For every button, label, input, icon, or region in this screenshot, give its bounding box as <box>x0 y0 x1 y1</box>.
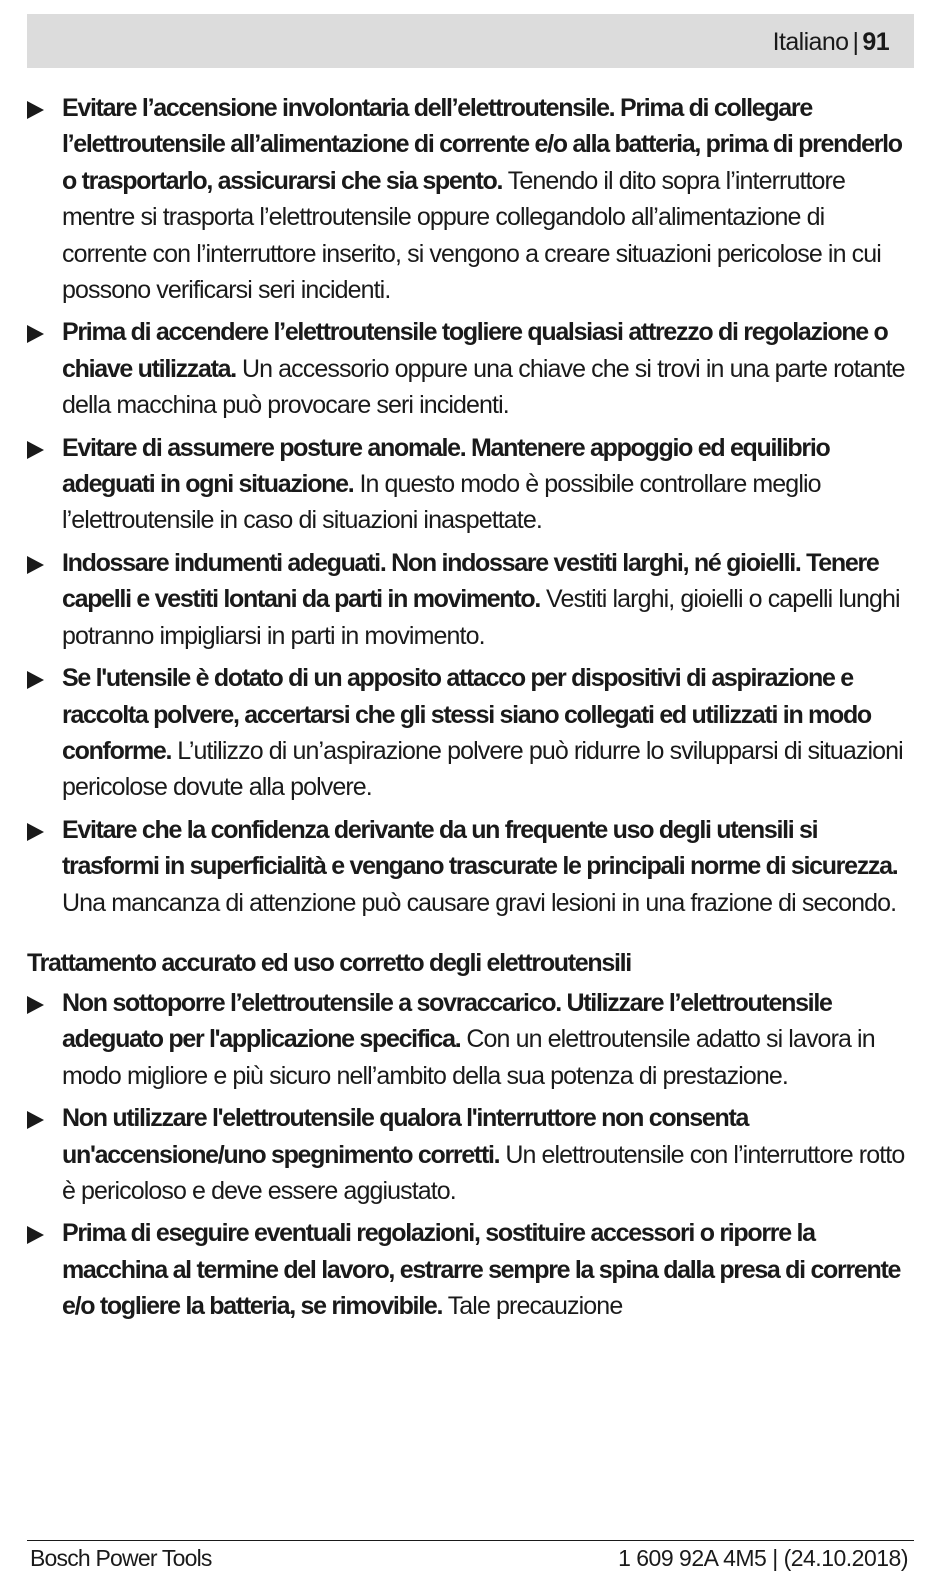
bullet-bold-text: Non utilizzare l'elettroutensile qualora l'interruttore non consenta un'accensione/uno spegnimento corretti. <box>62 1104 749 1169</box>
triangle-bullet-icon <box>27 671 44 689</box>
footer-doc-code: 1 609 92A 4M5 | (24.10.2018) <box>618 1545 908 1571</box>
triangle-bullet-icon <box>27 101 44 119</box>
bullet-body-text: Tenendo il dito sopra l’interruttore mentre si trasporta l’elettroutensile oppure collegandolo all’alimentazione di corrente con l’interruttore inserito, si vengono a creare situazioni pericolose in cui possono verificarsi seri incidenti. <box>62 166 881 305</box>
triangle-bullet-icon <box>27 1111 44 1129</box>
bullet-body-text: Un elettroutensile con l’interruttore rotto è pericoloso e deve essere aggiustato. <box>62 1140 905 1205</box>
bullet-body-text: Vestiti larghi, gioielli o capelli lunghi potranno impigliarsi in parti in movimento. <box>62 585 900 650</box>
safety-bullet <box>27 660 914 806</box>
page-body <box>27 90 914 1331</box>
header-separator: | <box>852 28 859 56</box>
safety-bullet <box>27 314 914 423</box>
safety-bullet <box>27 985 914 1094</box>
bullet-bold-text: Se l'utensile è dotato di un apposito attacco per dispositivi di aspirazione e raccolta polvere, accertarsi che gli stessi siano collegati ed utilizzati in modo conforme. <box>62 664 871 765</box>
bullet-bold-text: Evitare che la confidenza derivante da un frequente uso degli utensili si trasformi in superficialità e vengano trascurate le principali norme di sicurezza. <box>62 815 898 881</box>
header-label <box>773 27 889 57</box>
bullet-body-text: Un accessorio oppure una chiave che si trovi in una parte rotante della macchina può provocare seri incidenti. <box>62 354 905 420</box>
section-heading: Trattamento accurato ed uso corretto degli elettroutensili <box>27 948 631 977</box>
safety-bullet <box>27 545 914 654</box>
footer-divider <box>27 1540 914 1541</box>
footer-brand: Bosch Power Tools <box>30 1545 212 1571</box>
safety-bullet <box>27 1100 914 1209</box>
bullet-body-text: Una mancanza di attenzione può causare gravi lesioni in una frazione di secondo. <box>62 888 897 917</box>
bullet-bold-text: Evitare di assumere posture anomale. Mantenere appoggio ed equilibrio adeguati in ogni situazione. <box>62 433 830 499</box>
triangle-bullet-icon <box>27 441 44 459</box>
bullet-bold-text: Evitare l’accensione involontaria dell’elettroutensile. Prima di collegare l’elettroutensile all’alimentazione di corrente e/o alla batteria, prima di prenderlo o trasportarlo, assicurarsi che sia spento. <box>62 94 902 195</box>
triangle-bullet-icon <box>27 556 44 574</box>
safety-bullet <box>27 812 914 921</box>
bullet-body-text: Con un elettroutensile adatto si lavora in modo migliore e più sicuro nell’ambito della sua potenza di prestazione. <box>62 1025 875 1090</box>
bullet-bold-text: Indossare indumenti adeguati. Non indossare vestiti larghi, né gioielli. Tenere capelli e vestiti lontani da parti in movimento. <box>62 548 879 614</box>
safety-bullet <box>27 430 914 539</box>
triangle-bullet-icon <box>27 1226 44 1244</box>
triangle-bullet-icon <box>27 996 44 1014</box>
bullet-body-text: L’utilizzo di un’aspirazione polvere può ridurre lo svilupparsi di situazioni pericolose dovute alla polvere. <box>62 736 903 802</box>
triangle-bullet-icon <box>27 325 44 343</box>
safety-bullet <box>27 1215 914 1324</box>
page-header <box>27 14 914 68</box>
header-page-number: 91 <box>862 28 889 56</box>
header-language: Italiano <box>772 28 849 56</box>
triangle-bullet-icon <box>27 823 44 841</box>
safety-bullet <box>27 90 914 308</box>
bullet-bold-text: Prima di accendere l’elettroutensile togliere qualsiasi attrezzo di regolazione o chiave utilizzata. <box>62 318 888 383</box>
bullet-body-text: In questo modo è possibile controllare meglio l’elettroutensile in caso di situazioni inaspettate. <box>62 470 821 535</box>
bullet-bold-text: Non sottoporre l’elettroutensile a sovraccarico. Utilizzare l’elettroutensile adeguato per l'applicazione specifica. <box>62 988 832 1054</box>
bullet-body-text: Tale precauzione <box>447 1292 623 1321</box>
bullet-bold-text: Prima di eseguire eventuali regolazioni, sostituire accessori o riporre la macchina al termine del lavoro, estrarre sempre la spina dalla presa di corrente e/o togliere la batteria, se rimovibile. <box>62 1219 901 1321</box>
